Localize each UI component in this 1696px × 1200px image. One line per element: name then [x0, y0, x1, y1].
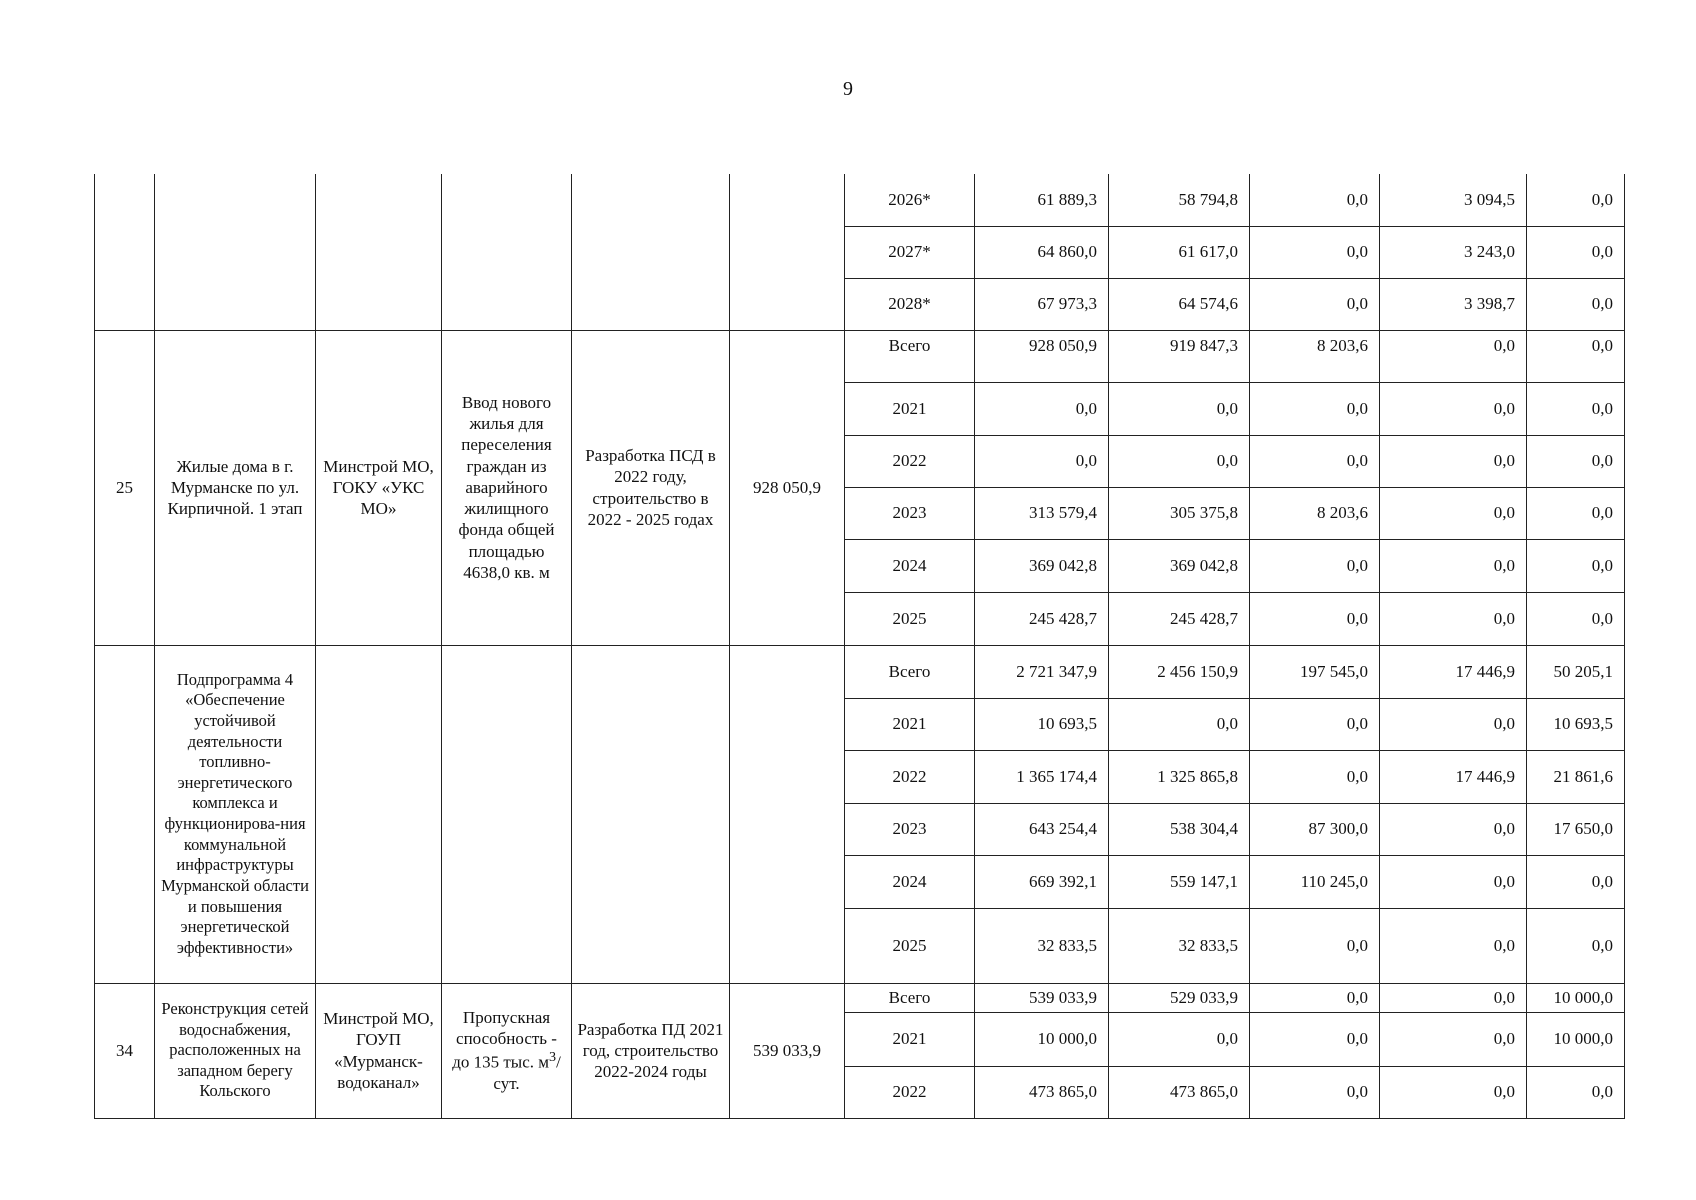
value-cell: 0,0: [1380, 592, 1527, 645]
value-cell: 10 000,0: [1527, 983, 1625, 1012]
value-cell: 0,0: [1250, 1066, 1380, 1118]
year-cell: 2026*: [845, 174, 975, 226]
value-cell: 87 300,0: [1250, 803, 1380, 855]
value-cell: 0,0: [1527, 382, 1625, 435]
value-cell: 0,0: [1109, 435, 1250, 487]
value-cell: 17 446,9: [1380, 645, 1527, 698]
value-cell: 8 203,6: [1250, 487, 1380, 539]
value-cell: 0,0: [975, 382, 1109, 435]
cost-cell: 928 050,9: [730, 330, 845, 645]
year-cell: 2025: [845, 908, 975, 983]
value-cell: 669 392,1: [975, 855, 1109, 908]
value-cell: 64 860,0: [975, 226, 1109, 278]
value-cell: 17 446,9: [1380, 750, 1527, 803]
value-cell: 0,0: [1250, 698, 1380, 750]
value-cell: 0,0: [1109, 698, 1250, 750]
value-cell: 0,0: [1250, 382, 1380, 435]
value-cell: 369 042,8: [1109, 539, 1250, 592]
cont-name-cell: [155, 174, 316, 330]
year-cell: Всего: [845, 983, 975, 1012]
value-cell: 0,0: [1527, 174, 1625, 226]
value-cell: 0,0: [1250, 592, 1380, 645]
value-cell: 0,0: [1380, 1012, 1527, 1066]
value-cell: 61 889,3: [975, 174, 1109, 226]
value-cell: 0,0: [1109, 1012, 1250, 1066]
value-cell: 0,0: [1527, 487, 1625, 539]
value-cell: 473 865,0: [1109, 1066, 1250, 1118]
value-cell: 305 375,8: [1109, 487, 1250, 539]
table-row: [95, 645, 1625, 698]
cont-cost-cell: [730, 174, 845, 330]
value-cell: 928 050,9: [975, 330, 1109, 382]
executor-cell: Минстрой МО, ГОУП «Мурманск-водоканал»: [316, 983, 442, 1118]
item-number: 25: [95, 330, 155, 645]
value-cell: 0,0: [1380, 983, 1527, 1012]
value-cell: 0,0: [1380, 487, 1527, 539]
year-cell: 2023: [845, 487, 975, 539]
value-cell: 0,0: [1380, 435, 1527, 487]
cont-executor-cell: [316, 174, 442, 330]
object-name: Реконструкция сетей водоснабжения, расположенных на западном берегу Кольского: [155, 983, 316, 1118]
value-cell: 0,0: [1250, 278, 1380, 330]
value-cell: 0,0: [1527, 435, 1625, 487]
subprogram-name: Подпрограмма 4 «Обеспечение устойчивой деятельности топливно-энергетического комплекса и функционирова-ния коммунальной инфраструктуры Мурманской области и повышения энергетической эффективности»: [155, 645, 316, 983]
capacity-cell: [442, 983, 572, 1118]
value-cell: 1 365 174,4: [975, 750, 1109, 803]
table-row: [95, 174, 1625, 226]
year-cell: 2021: [845, 1012, 975, 1066]
cont-num-cell: [95, 174, 155, 330]
value-cell: 643 254,4: [975, 803, 1109, 855]
value-cell: 0,0: [1527, 855, 1625, 908]
investment-table: [94, 174, 1625, 1119]
year-cell: 2022: [845, 1066, 975, 1118]
value-cell: 10 000,0: [1527, 1012, 1625, 1066]
value-cell: 0,0: [1527, 330, 1625, 382]
value-cell: 10 000,0: [975, 1012, 1109, 1066]
value-cell: 32 833,5: [975, 908, 1109, 983]
value-cell: 0,0: [1380, 330, 1527, 382]
value-cell: 0,0: [1380, 1066, 1527, 1118]
object-name: Жилые дома в г. Мурманске по ул. Кирпичной. 1 этап: [155, 330, 316, 645]
value-cell: 0,0: [1527, 539, 1625, 592]
value-cell: 0,0: [975, 435, 1109, 487]
year-cell: 2024: [845, 855, 975, 908]
capacity-cell: Ввод нового жилья для переселения граждан из аварийного жилищного фонда общей площадью 4638,0 кв. м: [442, 330, 572, 645]
value-cell: 8 203,6: [1250, 330, 1380, 382]
value-cell: 58 794,8: [1109, 174, 1250, 226]
value-cell: 0,0: [1250, 539, 1380, 592]
value-cell: 110 245,0: [1250, 855, 1380, 908]
value-cell: 245 428,7: [975, 592, 1109, 645]
year-cell: Всего: [845, 645, 975, 698]
value-cell: 313 579,4: [975, 487, 1109, 539]
value-cell: 50 205,1: [1527, 645, 1625, 698]
page-number: 9: [843, 78, 853, 100]
value-cell: 2 456 150,9: [1109, 645, 1250, 698]
value-cell: 1 325 865,8: [1109, 750, 1250, 803]
value-cell: 0,0: [1380, 803, 1527, 855]
value-cell: 64 574,6: [1109, 278, 1250, 330]
subprogram-cost-cell: [730, 645, 845, 983]
capacity-unit: /сут.: [493, 1052, 561, 1094]
value-cell: 0,0: [1527, 1066, 1625, 1118]
value-cell: 0,0: [1380, 855, 1527, 908]
value-cell: 0,0: [1250, 174, 1380, 226]
year-cell: 2022: [845, 750, 975, 803]
year-cell: 2021: [845, 698, 975, 750]
cost-cell: 539 033,9: [730, 983, 845, 1118]
value-cell: 21 861,6: [1527, 750, 1625, 803]
value-cell: 245 428,7: [1109, 592, 1250, 645]
value-cell: 369 042,8: [975, 539, 1109, 592]
value-cell: 0,0: [1380, 539, 1527, 592]
year-cell: Всего: [845, 330, 975, 382]
value-cell: 0,0: [1109, 382, 1250, 435]
value-cell: 10 693,5: [1527, 698, 1625, 750]
timeline-cell: Разработка ПД 2021 год, строительство 2022-2024 годы: [572, 983, 730, 1118]
year-cell: 2022: [845, 435, 975, 487]
year-cell: 2023: [845, 803, 975, 855]
value-cell: 67 973,3: [975, 278, 1109, 330]
value-cell: 0,0: [1527, 908, 1625, 983]
value-cell: 0,0: [1250, 908, 1380, 983]
value-cell: 0,0: [1380, 698, 1527, 750]
value-cell: 0,0: [1380, 908, 1527, 983]
value-cell: 3 094,5: [1380, 174, 1527, 226]
value-cell: 61 617,0: [1109, 226, 1250, 278]
cont-timeline-cell: [572, 174, 730, 330]
value-cell: 539 033,9: [975, 983, 1109, 1012]
subprogram-executor-cell: [316, 645, 442, 983]
value-cell: 919 847,3: [1109, 330, 1250, 382]
year-cell: 2025: [845, 592, 975, 645]
value-cell: 0,0: [1250, 750, 1380, 803]
value-cell: 0,0: [1250, 226, 1380, 278]
table-row: [95, 330, 1625, 382]
year-cell: 2027*: [845, 226, 975, 278]
year-cell: 2021: [845, 382, 975, 435]
value-cell: 3 243,0: [1380, 226, 1527, 278]
table-row: [95, 983, 1625, 1012]
value-cell: 559 147,1: [1109, 855, 1250, 908]
executor-cell: Минстрой МО, ГОКУ «УКС МО»: [316, 330, 442, 645]
item-number: 34: [95, 983, 155, 1118]
value-cell: 0,0: [1527, 226, 1625, 278]
capacity-superscript: 3: [549, 1049, 557, 1066]
value-cell: 32 833,5: [1109, 908, 1250, 983]
year-cell: 2024: [845, 539, 975, 592]
value-cell: 0,0: [1250, 1012, 1380, 1066]
capacity-text: Пропускная способность - до 135 тыс. м: [452, 1007, 557, 1072]
value-cell: 3 398,7: [1380, 278, 1527, 330]
value-cell: 197 545,0: [1250, 645, 1380, 698]
value-cell: 0,0: [1527, 278, 1625, 330]
value-cell: 473 865,0: [975, 1066, 1109, 1118]
value-cell: 529 033,9: [1109, 983, 1250, 1012]
value-cell: 0,0: [1380, 382, 1527, 435]
value-cell: 538 304,4: [1109, 803, 1250, 855]
value-cell: 2 721 347,9: [975, 645, 1109, 698]
subprogram-timeline-cell: [572, 645, 730, 983]
cont-capacity-cell: [442, 174, 572, 330]
value-cell: 17 650,0: [1527, 803, 1625, 855]
value-cell: 0,0: [1527, 592, 1625, 645]
year-cell: 2028*: [845, 278, 975, 330]
subprogram-capacity-cell: [442, 645, 572, 983]
value-cell: 10 693,5: [975, 698, 1109, 750]
value-cell: 0,0: [1250, 983, 1380, 1012]
subprogram-num-cell: [95, 645, 155, 983]
timeline-cell: Разработка ПСД в 2022 году, строительство в 2022 - 2025 годах: [572, 330, 730, 645]
value-cell: 0,0: [1250, 435, 1380, 487]
